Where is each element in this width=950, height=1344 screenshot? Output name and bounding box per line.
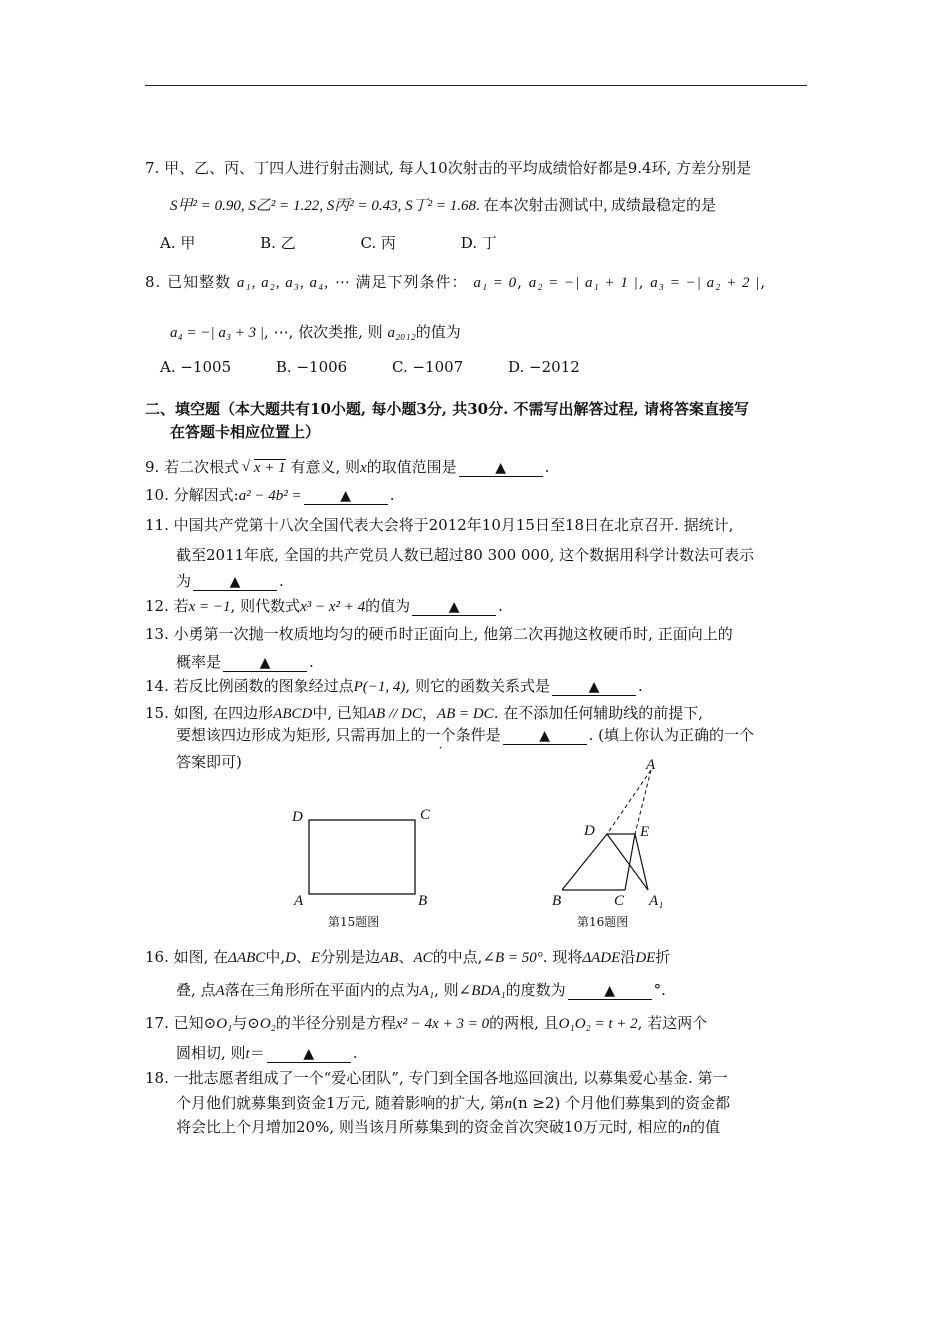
q13-line1: 13. 小勇第一次抛一枚质地均匀的硬币时正面向上, 他第二次再抛这枚硬币时, 正面向上的 [145,625,733,643]
q7-line1: 7. 甲、乙、丙、丁四人进行射击测试, 每人10次射击的平均成绩恰好都是9.4环, 方差分别是 [145,159,752,177]
q15-line1: 15. 如图, 在四边形ABCD中, 已知AB // DC，AB = DC. 在不添加任何辅助线的前提下, [145,704,704,722]
q15-line2: 要想该四边形成为矩形, 只需再加上的一个条件是 ▲ . (填上你认为正确的一个 [176,726,754,744]
q17-answer-blank[interactable]: ▲ [267,1046,351,1063]
q10: 10. 分解因式:a² − 4b² = ▲ . [145,486,395,504]
q18-line1: 18. 一批志愿者组成了一个“爱心团队”, 专门到全国各地巡回演出, 以募集爱心基金. 第一 [145,1069,728,1087]
fig16-label-a1: A₁ [649,893,664,909]
q7-option-c: C. 丙 [360,234,396,252]
q16-answer-blank[interactable]: ▲ [568,983,652,1000]
q16-line2: 叠, 点A落在三角形所在平面内的点为A₁, 则∠BDA₁的度数为 ▲ °. [176,981,666,999]
q7-option-b: B. 乙 [260,234,296,252]
fig15-rectangle [309,820,415,894]
q18-line3: 将会比上个月增加20%, 则当该月所募集到的资金首次突破10万元时, 相应的n的值 [176,1118,721,1136]
fig15-caption: 第15题图 [328,915,380,929]
figure-15 [280,800,440,912]
q13-answer-blank[interactable]: ▲ [223,655,307,672]
q9-answer-blank[interactable]: ▲ [459,460,543,477]
fig16-label-c: C [614,893,625,909]
q13-line2: 概率是 ▲ . [176,653,314,671]
fig15-label-a: A [294,893,304,909]
q15-answer-blank[interactable]: ▲ [503,728,587,745]
q8-option-c: C. −1007 [392,358,464,376]
q12: 12. 若x = −1, 则代数式x³ − x² + 4的值为 ▲ . [145,597,503,615]
q16-line1: 16. 如图, 在ΔABC中,D、E分别是边AB、AC的中点,∠B = 50°. 现将ΔADE沿DE折 [145,948,671,966]
q8-option-a: A. −1005 [160,358,232,376]
q12-answer-blank[interactable]: ▲ [412,599,496,616]
q8-line2: a₄ = −| a₃ + 3 |, ⋯, 依次类推, 则 a₂₀₁₂的值为 [170,323,461,341]
q7-variances: S甲² = 0.90, S乙² = 1.22, S丙² = 0.43, S丁² = 1.68. 在本次射击测试中, 成绩最稳定的是 [170,198,717,214]
header-rule [145,85,807,86]
q11-line2: 截至2011年底, 全国的共产党员人数已超过80 300 000, 这个数据用科学计数法可表示 [176,546,755,564]
q7-options [160,233,497,253]
fig16-caption: 第16题图 [577,915,629,929]
q8-line1: 8. 已知整数 a₁, a₂, a₃, a₄, ⋯ 满足下列条件： a₁ = 0, a₂ = −| a₁ + 1 |, a₃ = −| a₂ + 2 |, [145,273,767,291]
section2-title: 二、填空题（本大题共有10小题, 每小题3分, 共30分. 不需写出解答过程, 请将答案直接写 [145,400,749,418]
section2-title-cont: 在答题卡相应位置上） [170,423,321,441]
q18-line2: 个月他们就募集到资金1万元, 随着影响的扩大, 第n(n ≥2) 个月他们募集到的资金都 [176,1094,731,1112]
q8-option-d: D. −2012 [508,358,580,376]
fig15-label-b: B [418,893,428,909]
fig16-label-d: D [584,823,595,839]
fig16-label-b: B [552,893,562,909]
q7-option-d: D. 丁 [460,234,497,252]
fig16-label-e: E [640,824,650,840]
figure-16 [545,752,670,912]
q17-line1: 17. 已知⊙O₁与⊙O₂的半径分别是方程x² − 4x + 3 = 0的两根, 且O₁O₂ = t + 2, 若这两个 [145,1014,708,1032]
q9: 9. 若二次根式 √ x + 1 有意义, 则x的取值范围是 ▲ . [145,458,550,476]
q15-line3: 答案即可) [176,753,242,771]
q11-answer-blank[interactable]: ▲ [193,574,277,591]
q11-line3: 为 ▲ . [176,572,284,590]
q8-options [160,357,580,377]
fig15-label-d: D [292,809,303,825]
q10-answer-blank[interactable]: ▲ [304,488,388,505]
q8-option-b: B. −1006 [275,358,348,376]
q11-line1: 11. 中国共产党第十八次全国代表大会将于2012年10月15日至18日在北京召开. 据统计, [145,516,734,534]
fig16-label-a: A [646,757,656,773]
q7-option-a: A. 甲 [160,234,196,252]
fig15-label-c: C [420,807,431,823]
q9-radicand: √ x + 1 [241,459,286,476]
q17-line2: 圆相切, 则t＝ ▲ . [176,1044,358,1062]
q14: 14. 若反比例函数的图象经过点P(−1, 4), 则它的函数关系式是 ▲ . [145,677,643,695]
q14-answer-blank[interactable]: ▲ [552,679,636,696]
